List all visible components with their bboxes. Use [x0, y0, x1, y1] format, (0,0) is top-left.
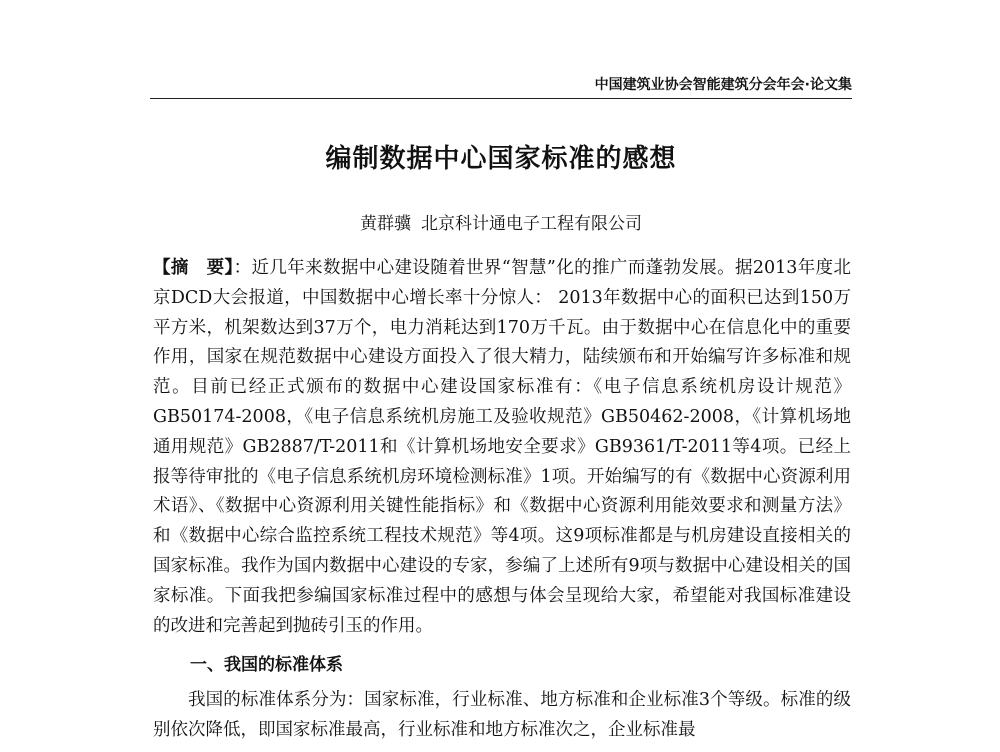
paper-title: 编制数据中心国家标准的感想	[325, 144, 677, 174]
section-heading: 一、我国的标准体系	[190, 655, 343, 675]
author-name: 黄群骥	[360, 214, 411, 234]
author-affiliation: 北京科计通电子工程有限公司	[421, 214, 642, 234]
abstract	[153, 254, 851, 641]
body-paragraph: 我国的标准体系分为：国家标准，行业标准、地方标准和企业标准3个等级。标准的级别依次降低，即国家标准最高，行业标准和地方标准次之，企业标准最	[153, 690, 851, 740]
abstract-text: ：近几年来数据中心建设随着世界“智慧”化的推广而蓬勃发展。据2013年度北京DCD大会报道，中国数据中心增长率十分惊人： 2013年数据中心的面积已达到150万平方米，机架数达到37万个，电力消耗达到170万千瓦。由于数据中心在信息化中的重要作用，国家在规范数据中心建设方面投入了很大精力，陆续颁布和开始编写许多标准和规范。目前已经正式颁布的数据中心建设国家标准有：《电子信息系统机房设计规范》GB50174-2008，《电子信息系统机房施工及验收规范》GB50462-2008，《计算机场地通用规范》GB2887/T-2011和《计算机场地安全要求》GB9361/T-2011等4项。已经上报等待审批的《电子信息系统机房环境检测标准》1项。开始编写的有《数据中心资源利用术语》、《数据中心资源利用关键性能指标》和《数据中心资源利用能效要求和测量方法》和《数据中心综合监控系统工程技术规范》等4项。这9项标准都是与机房建设直接相关的国家标准。我作为国内数据中心建设的专家，参编了上述所有9项与数据中心建设相关的国家标准。下面我把参编国家标准过程中的感想与体会呈现给大家，希望能对我国标准建设的改进和完善起到抛砖引玉的作用。	[153, 258, 851, 636]
abstract-label: 【摘 要】	[153, 258, 234, 278]
running-header: 中国建筑业协会智能建筑分会年会·论文集	[594, 77, 852, 93]
header-rule	[150, 98, 852, 99]
byline	[150, 209, 852, 234]
